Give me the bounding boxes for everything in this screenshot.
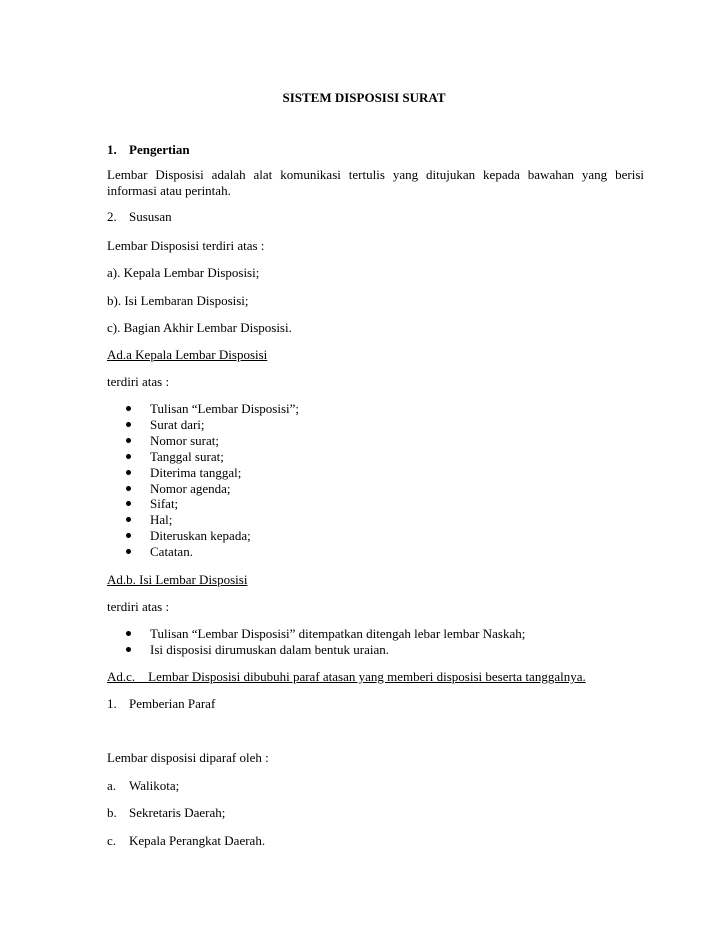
bullet-icon [126,486,131,491]
bullet-icon [126,422,131,427]
bullet-icon [126,454,131,459]
section-1-heading [107,142,190,157]
section-3-item [107,805,225,820]
section-1-number: 1. [107,142,117,157]
section-3-intro: Lembar disposisi diparaf oleh : [107,750,269,765]
bullet-icon [126,647,131,652]
list-item-text: Tulisan “Lembar Disposisi” ditempatkan ditengah lebar lembar Naskah; [150,626,526,641]
section-2-number: 2. [107,209,117,224]
bullet-icon [126,438,131,443]
list-item-text: Isi disposisi dirumuskan dalam bentuk uraian. [150,642,390,657]
section-1-paragraph: Lembar Disposisi adalah alat komunikasi tertulis yang ditujukan kepada bawahan yang berisi informasi atau perintah. [107,167,644,198]
list-item [125,626,525,642]
section-2-item: a). Kepala Lembar Disposisi; [107,265,260,280]
section-3-heading [107,696,215,711]
list-item-text: Sifat; [150,496,179,512]
list-item [125,465,299,481]
list-item-text: Surat dari; [150,416,205,432]
bullet-icon [126,549,131,554]
list-item-text: Tanggal surat; [150,448,224,464]
list-item-text: Nomor surat; [150,432,219,448]
list-item [125,433,299,449]
list-item-text: Catatan. [150,544,193,560]
bullet-icon [126,533,131,538]
section-2-intro: Lembar Disposisi terdiri atas : [107,238,265,253]
bullet-icon [126,631,131,636]
ad-c-heading: Ad.c. Lembar Disposisi dibubuhi paraf atasan yang memberi disposisi beserta tanggalnya. [107,669,586,684]
ad-a-bullet-list [125,401,299,560]
document-title [0,90,728,105]
document-title-text: SISTEM DISPOSISI SURAT [282,90,446,105]
list-item [125,481,299,497]
list-item [125,642,525,658]
ad-a-intro: terdiri atas : [107,374,170,389]
section-1-heading-text: Pengertian [129,142,190,157]
list-item-letter: b. [107,805,117,820]
section-3-number: 1. [107,696,117,711]
section-3-item [107,833,265,848]
section-2-heading [107,209,172,224]
list-item-text: Sekretaris Daerah; [129,805,226,820]
list-item-text: Diterima tanggal; [150,464,242,480]
bullet-icon [126,406,131,411]
list-item-text: Nomor agenda; [150,480,231,496]
bullet-icon [126,517,131,522]
ad-a-heading: Ad.a Kepala Lembar Disposisi [107,347,268,362]
list-item-text: Hal; [150,512,173,528]
section-2-item: b). Isi Lembaran Disposisi; [107,293,249,308]
ad-b-heading: Ad.b. Isi Lembar Disposisi [107,572,248,587]
list-item-text: Diteruskan kepada; [150,528,251,544]
ad-b-bullet-list [125,626,525,658]
ad-b-intro: terdiri atas : [107,599,170,614]
list-item [125,512,299,528]
list-item-letter: c. [107,833,117,848]
list-item [125,449,299,465]
list-item-letter: a. [107,778,117,793]
list-item [125,544,299,560]
list-item [125,496,299,512]
list-item [125,401,299,417]
section-2-heading-text: Sususan [129,209,172,224]
list-item-text: Kepala Perangkat Daerah. [129,833,266,848]
list-item-text: Tulisan “Lembar Disposisi”; [150,401,300,416]
section-2-item: c). Bagian Akhir Lembar Disposisi. [107,320,292,335]
bullet-icon [126,501,131,506]
section-3-heading-text: Pemberian Paraf [129,696,216,711]
list-item [125,417,299,433]
bullet-icon [126,470,131,475]
list-item-text: Walikota; [129,778,180,793]
list-item [125,528,299,544]
section-3-item [107,778,179,793]
